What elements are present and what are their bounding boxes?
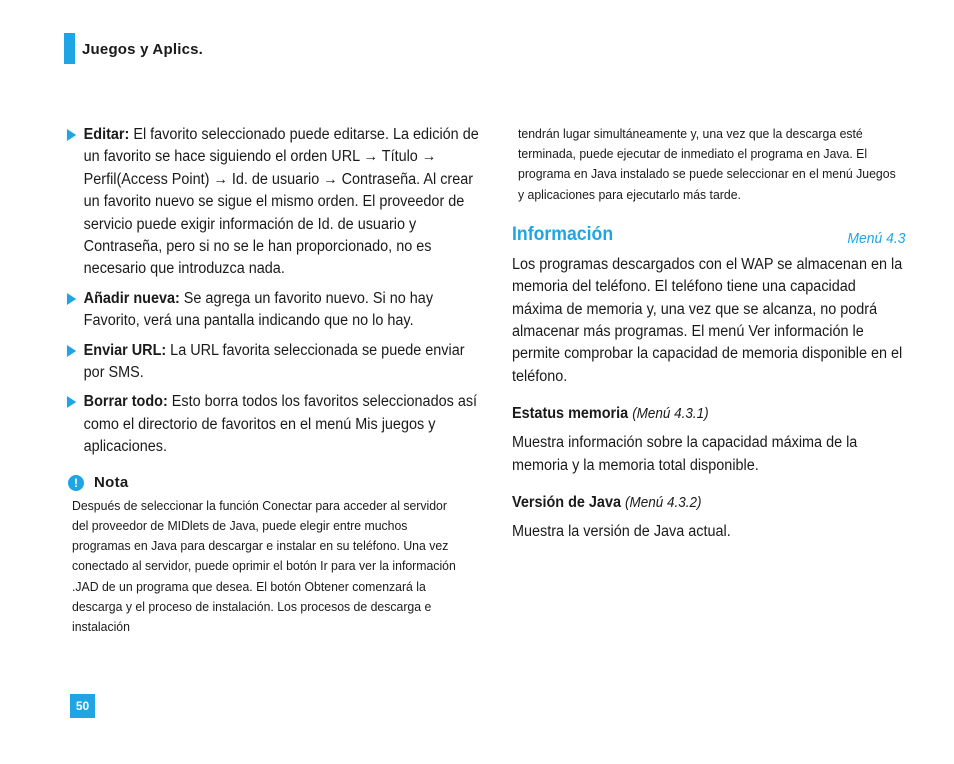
section-menu-ref: Menú 4.3 xyxy=(847,229,906,247)
subsection-title: Estatus memoria xyxy=(512,405,629,423)
subsection-menu-ref: (Menú 4.3.2) xyxy=(624,495,702,512)
note-body: Después de seleccionar la función Conectar para acceder al servidor del proveedor de MIDlets de Java, puede elegir entre muchos programas en Java para descargar e instalar en su teléfono. Una vez conectado al servidor, puede oprimir el botón Ir para ver la información .JAD de un programa que desea. El botón Obtener comenzará la descarga y el proceso de instalación. Los procesos de descarga e instalación xyxy=(72,497,456,634)
section-heading xyxy=(512,224,912,254)
header-accent-bar xyxy=(64,33,75,64)
continuation-text: tendrán lugar simultáneamente y, una vez que la descarga esté terminada, puede ejecutar de inmediato el programa en Java. El programa en Java instalado se puede seleccionar en el menú Juegos y aplicaciones para ejecutarlo más tarde. xyxy=(518,126,896,202)
bullet-label: Borrar todo: xyxy=(83,393,168,411)
page-number: 50 xyxy=(70,694,95,718)
subsection-title: Versión de Java xyxy=(512,494,621,512)
bullet-arrow-icon xyxy=(67,129,76,141)
bullet-label: Enviar URL: xyxy=(83,341,167,359)
page-header-title: Juegos y Aplics. xyxy=(82,41,204,58)
bullet-arrow-icon xyxy=(67,345,76,357)
exclamation-icon: ! xyxy=(68,475,84,491)
bullet-anadir-nueva xyxy=(66,288,482,333)
bullet-arrow-icon xyxy=(67,293,76,305)
bullet-text: La URL favorita seleccionada se puede enviar por SMS. xyxy=(83,341,465,382)
bullet-enviar-url xyxy=(66,340,482,385)
bullet-text: Esto borra todos los favoritos seleccionados así como el directorio de favoritos en el menú Mis juegos y aplicaciones. xyxy=(83,393,478,456)
note-heading xyxy=(66,474,466,494)
bullet-borrar-todo xyxy=(66,391,482,458)
note-label: Nota xyxy=(94,473,129,491)
bullet-label: Añadir nueva: xyxy=(83,289,180,307)
subsection-heading-estatus-memoria xyxy=(512,403,910,425)
bullet-text: Se agrega un favorito nuevo. Si no hay Favorito, verá una pantalla indicando que no lo hay. xyxy=(83,289,434,330)
subsection-menu-ref: (Menú 4.3.1) xyxy=(632,406,709,423)
subsection-body: Muestra información sobre la capacidad máxima de la memoria y la memoria total disponible. xyxy=(512,434,858,474)
bullet-text: El favorito seleccionado puede editarse. La edición de un favorito se hace siguiendo el orden URL → Título → Perfil(Access Point) → Id. de usuario → Contraseña. Al crear un favorito nuevo se sigue el mismo orden. El proveedor de servicio puede exigir información de Id. de usuario y Contraseña, pero si no se le han proporcionado, no es necesario que introduzca nada. xyxy=(83,126,479,278)
section-title: Información xyxy=(512,223,614,245)
bullet-label: Editar: xyxy=(83,126,130,143)
bullet-editar xyxy=(66,124,482,281)
subsection-heading-version-java xyxy=(512,492,910,514)
subsection-body: Muestra la versión de Java actual. xyxy=(512,523,731,541)
left-column xyxy=(66,124,479,637)
right-column xyxy=(512,124,912,543)
section-intro: Los programas descargados con el WAP se almacenan en la memoria del teléfono. El teléfono tiene una capacidad máxima de memoria y, una vez que se alcanza, no podrá almacenar más programas. El menú Ver información le permite comprobar la capacidad de memoria disponible en el teléfono. xyxy=(512,255,903,385)
bullet-arrow-icon xyxy=(67,396,76,408)
